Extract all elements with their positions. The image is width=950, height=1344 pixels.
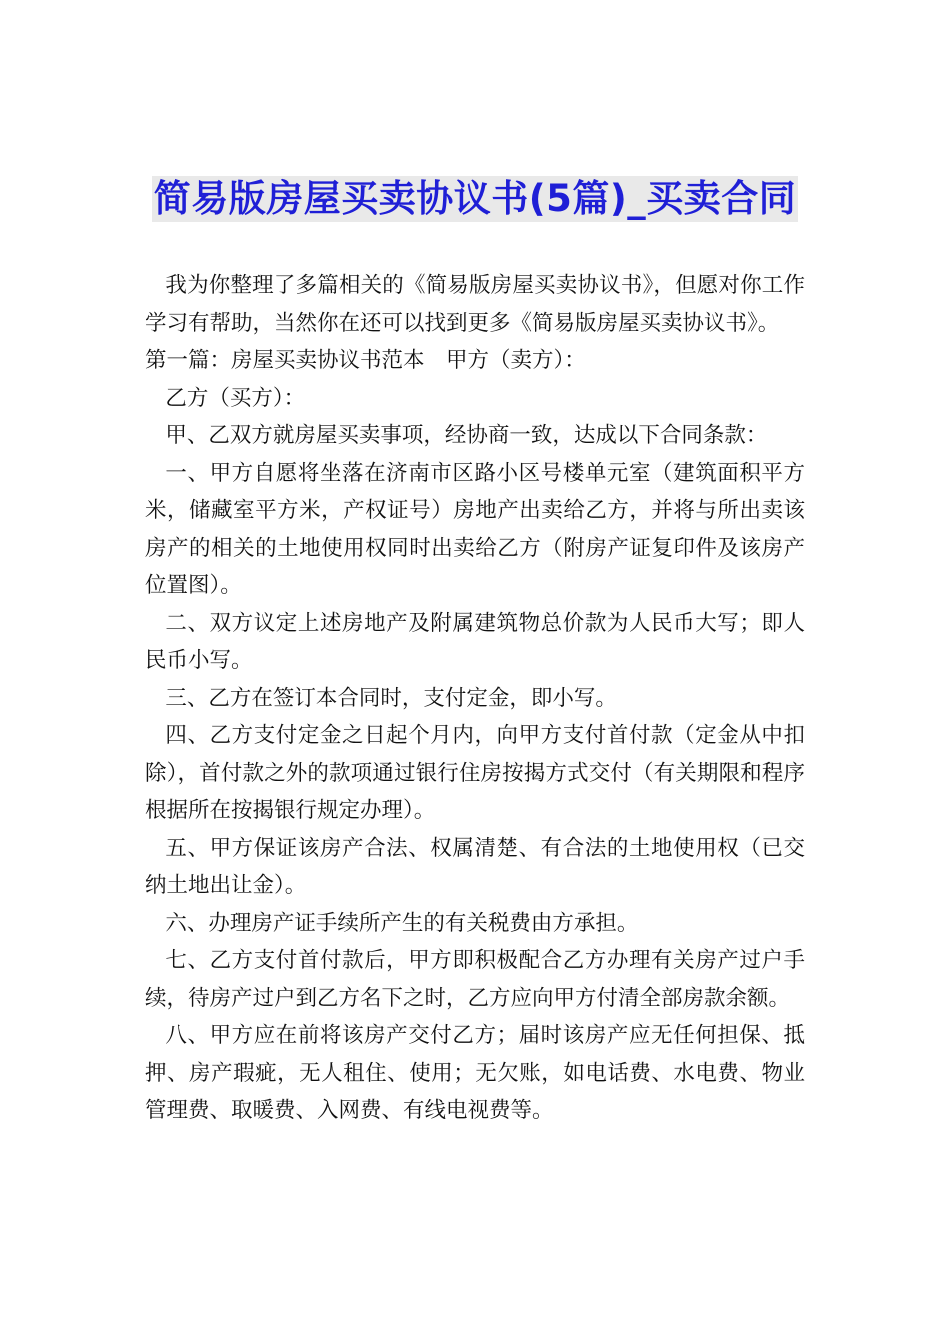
document-title: 简易版房屋买卖协议书(5篇)_买卖合同 (153, 177, 797, 220)
paragraph-heading-first: 第一篇：房屋买卖协议书范本 甲方（卖方）： (145, 348, 586, 373)
paragraph-clause-5: 五、甲方保证该房产合法、权属清楚、有合法的土地使用权（已交纳土地出让金）。 (145, 835, 805, 898)
paragraph-clause-6: 六、办理房产证手续所产生的有关税费由方承担。 (165, 910, 639, 936)
paragraph-clause-8: 八、甲方应在前将该房产交付乙方；届时该房产应无任何担保、抵押、房产瑕疵，无人租住、使用；无欠账，如电话费、水电费、物业管理费、取暖费、入网费、有线电视费等。 (145, 1023, 805, 1123)
paragraph-clause-3: 三、乙方在签订本合同时，支付定金，即小写。 (165, 685, 617, 711)
paragraph-clause-2: 二、双方议定上述房地产及附属建筑物总价款为人民币大写；即人民币小写。 (145, 610, 805, 673)
paragraph-party-b: 乙方（买方）： (165, 385, 306, 411)
title-container (0, 176, 950, 222)
document-body (145, 267, 805, 1130)
paragraph-clause-7: 七、乙方支付首付款后，甲方即积极配合乙方办理有关房产过户手续，待房产过户到乙方名下之时，乙方应向甲方付清全部房款余额。 (145, 948, 805, 1011)
paragraph-clause-1: 一、甲方自愿将坐落在济南市区路小区号楼单元室（建筑面积平方米，储藏室平方米，产权证号）房地产出卖给乙方，并将与所出卖该房产的相关的土地使用权同时出卖给乙方（附房产证复印件及该房产位置图）。 (145, 460, 805, 598)
paragraph-clause-4: 四、乙方支付定金之日起个月内，向甲方支付首付款（定金从中扣除），首付款之外的款项通过银行住房按揭方式交付（有关期限和程序根据所在按揭银行规定办理）。 (145, 723, 805, 823)
paragraph-agreement: 甲、乙双方就房屋买卖事项，经协商一致，达成以下合同条款： (165, 423, 768, 448)
paragraph-intro: 我为你整理了多篇相关的《简易版房屋买卖协议书》，但愿对你工作学习有帮助，当然你在还可以找到更多《简易版房屋买卖协议书》。 (145, 273, 805, 336)
